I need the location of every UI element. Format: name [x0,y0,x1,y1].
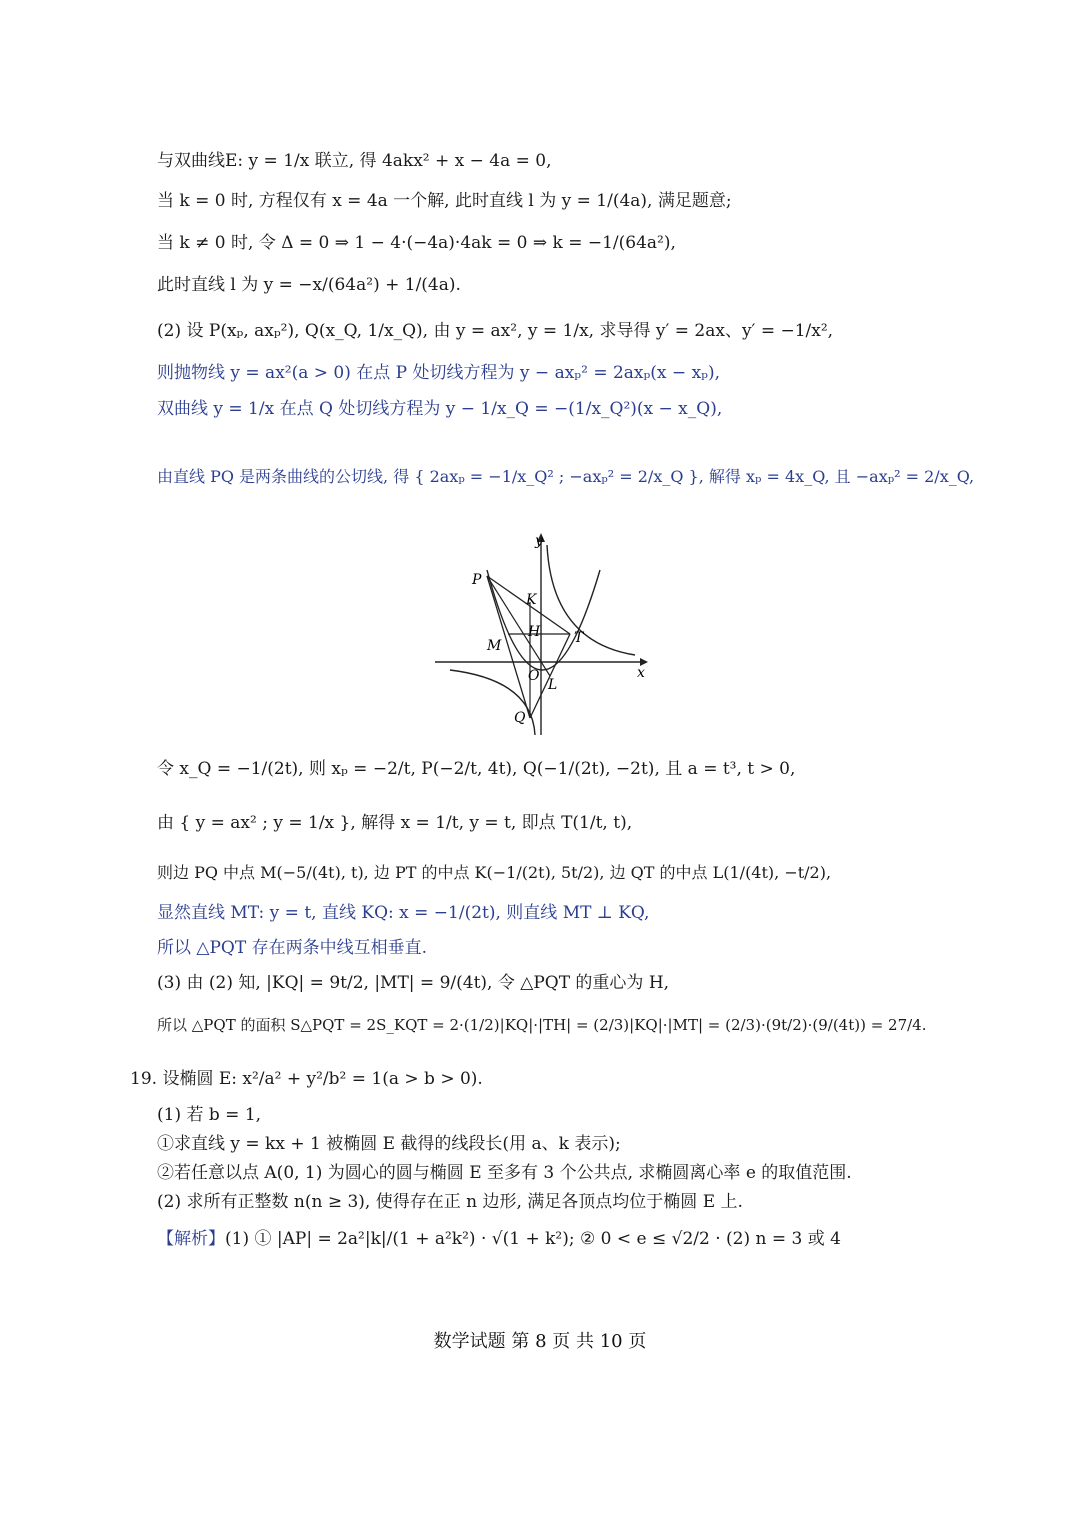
answer-text: (1) ① |AP| = 2a²|k|/(1 + a²k²) · √(1 + k²); ② 0 < e ≤ √2/2 · (2) n = 3 或 4 [225,1229,841,1249]
label-O: O [528,668,540,684]
solution-line-8: 由直线 PQ 是两条曲线的公切线, 得 { 2axₚ = −1/x_Q² ; −axₚ² = 2/x_Q }, 解得 xₚ = 4x_Q, 且 −axₚ² = 2/x_Q, [157,467,975,486]
label-Q: Q [514,710,526,726]
solution-line-15: 所以 △PQT 的面积 S△PQT = 2S_KQT = 2·(1/2)|KQ|·|TH| = (2/3)|KQ|·|MT| = (2/3)·(9t/2)·(9/(4t)) = 27/4. [157,1016,927,1034]
label-H: H [528,624,541,640]
answer-tag: 【解析】 [157,1229,225,1249]
solution-line-12: 显然直线 MT: y = t, 直线 KQ: x = −1/(2t), 则直线 MT ⊥ KQ, [157,903,650,923]
solution-line-11: 则边 PQ 中点 M(−5/(4t), t), 边 PT 的中点 K(−1/(2t), 5t/2), 边 QT 的中点 L(1/(4t), −t/2), [157,863,832,882]
solution-line-9: 令 x_Q = −1/(2t), 则 xₚ = −2/t, P(−2/t, 4t), Q(−1/(2t), −2t), 且 a = t³, t > 0, [157,759,796,779]
page-footer: 数学试题 第 8 页 共 10 页 [433,1331,647,1352]
question-19-part1: (1) 若 b = 1, [157,1105,262,1125]
label-M: M [487,638,502,654]
question-19-part1b: ②若任意以点 A(0, 1) 为圆心的圆与椭圆 E 至多有 3 个公共点, 求椭圆离心率 e 的取值范围. [157,1163,852,1183]
question-19-answer [157,1228,841,1250]
solution-line-10: 由 { y = ax² ; y = 1/x }, 解得 x = 1/t, y = t, 即点 T(1/t, t), [157,813,633,833]
label-P: P [472,572,482,588]
label-T: T [574,630,584,646]
label-y: y [535,533,543,549]
solution-line-13: 所以 △PQT 存在两条中线互相垂直. [157,938,427,958]
question-19-part2: (2) 求所有正整数 n(n ≥ 3), 使得存在正 n 边形, 满足各顶点均位于椭圆 E 上. [157,1192,743,1212]
solution-line-1: 与双曲线E: y = 1/x 联立, 得 4akx² + x − 4a = 0, [157,151,552,171]
label-L: L [548,677,558,693]
tangent-figure [430,530,660,740]
solution-line-4: 此时直线 l 为 y = −x/(64a²) + 1/(4a). [157,275,461,295]
solution-line-3: 当 k ≠ 0 时, 令 Δ = 0 ⇒ 1 − 4·(−4a)·4ak = 0 ⇒ k = −1/(64a²), [157,233,676,253]
parabola-curve [487,570,600,670]
solution-line-2: 当 k = 0 时, 方程仅有 x = 4a 一个解, 此时直线 l 为 y = 1/(4a), 满足题意; [157,191,732,211]
label-K: K [526,592,537,608]
solution-line-5: (2) 设 P(xₚ, axₚ²), Q(x_Q, 1/x_Q), 由 y = ax², y = 1/x, 求导得 y′ = 2ax、y′ = −1/x², [157,321,834,341]
label-x: x [637,665,645,681]
solution-line-14: (3) 由 (2) 知, |KQ| = 9t/2, |MT| = 9/(4t), 令 △PQT 的重心为 H, [157,973,670,993]
solution-line-6: 则抛物线 y = ax²(a > 0) 在点 P 处切线方程为 y − axₚ² = 2axₚ(x − xₚ), [157,363,720,383]
question-19-part1a: ①求直线 y = kx + 1 被椭圆 E 截得的线段长(用 a、k 表示); [157,1134,621,1154]
solution-line-7: 双曲线 y = 1/x 在点 Q 处切线方程为 y − 1/x_Q = −(1/x_Q²)(x − x_Q), [157,399,723,419]
question-19-stem: 19. 设椭圆 E: x²/a² + y²/b² = 1(a > b > 0). [130,1069,483,1089]
